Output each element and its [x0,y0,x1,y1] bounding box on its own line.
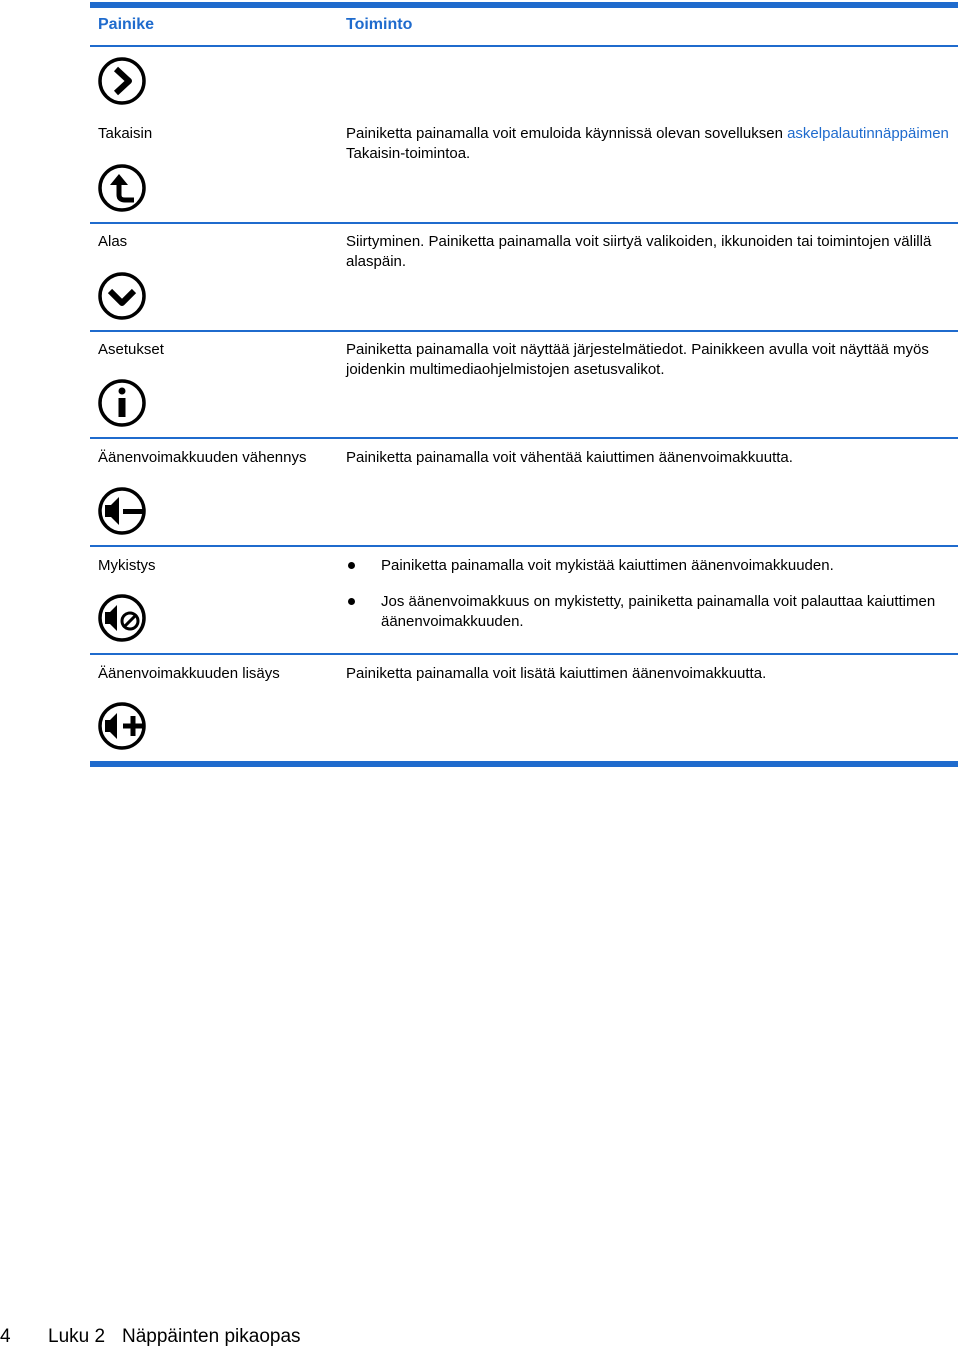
table-row [90,437,958,469]
askelpalautin-link[interactable]: askelpalautinnäppäimen [787,125,949,142]
chapter-title: Näppäinten pikaopas [122,1326,301,1347]
row-description: Painiketta painamalla voit näyttää järjestelmätiedot. Painikkeen avulla voit näyttää myös joidenkin multimediaohjelmistojen asetusvalikot. [346,341,929,378]
row-label: Mykistys [98,557,156,574]
table-row [90,653,958,685]
page-number: 4 [0,1326,11,1347]
row-description: Siirtyminen. Painiketta painamalla voit siirtyä valikoiden, ikkunoiden tai toimintojen välillä alaspäin. [346,233,932,270]
table-row [90,545,958,637]
table-row [90,124,958,164]
header-painike: Painike [98,16,155,33]
row-label: Takaisin [98,125,153,142]
row-description: Painiketta painamalla voit vähentää kaiuttimen äänenvoimakkuutta. [346,449,793,466]
mute-bullet-list [346,556,958,648]
description-text: Painiketta painamalla voit emuloida käynnissä olevan sovelluksen [346,125,788,142]
mute-icon [97,593,147,643]
description-text: Takaisin-toimintoa. [346,145,471,162]
volume-down-icon [97,486,147,536]
row-label: Asetukset [98,341,164,358]
table-row [90,330,958,382]
row-description [346,124,956,164]
chevron-down-icon [97,271,147,321]
return-arrow-icon [97,163,147,213]
table-bottom-rule [90,761,958,767]
volume-up-icon [97,701,147,751]
header-toiminto: Toiminto [346,16,413,33]
chapter-label: Luku 2 [48,1326,106,1347]
row-description: Painiketta painamalla voit lisätä kaiuttimen äänenvoimakkuutta. [346,665,767,682]
row-label: Äänenvoimakkuuden vähennys [98,449,307,466]
info-icon [97,378,147,428]
table-row [90,222,958,274]
list-item: Painiketta painamalla voit mykistää kaiuttimen äänenvoimakkuuden. [346,556,958,576]
list-item: Jos äänenvoimakkuus on mykistetty, painiketta painamalla voit palauttaa kaiuttimen äänenvoimakkuuden. [346,592,958,632]
table-header [90,8,958,47]
back-arrow-icon [97,56,147,106]
row-label: Alas [98,233,128,250]
row-label: Äänenvoimakkuuden lisäys [98,665,280,682]
